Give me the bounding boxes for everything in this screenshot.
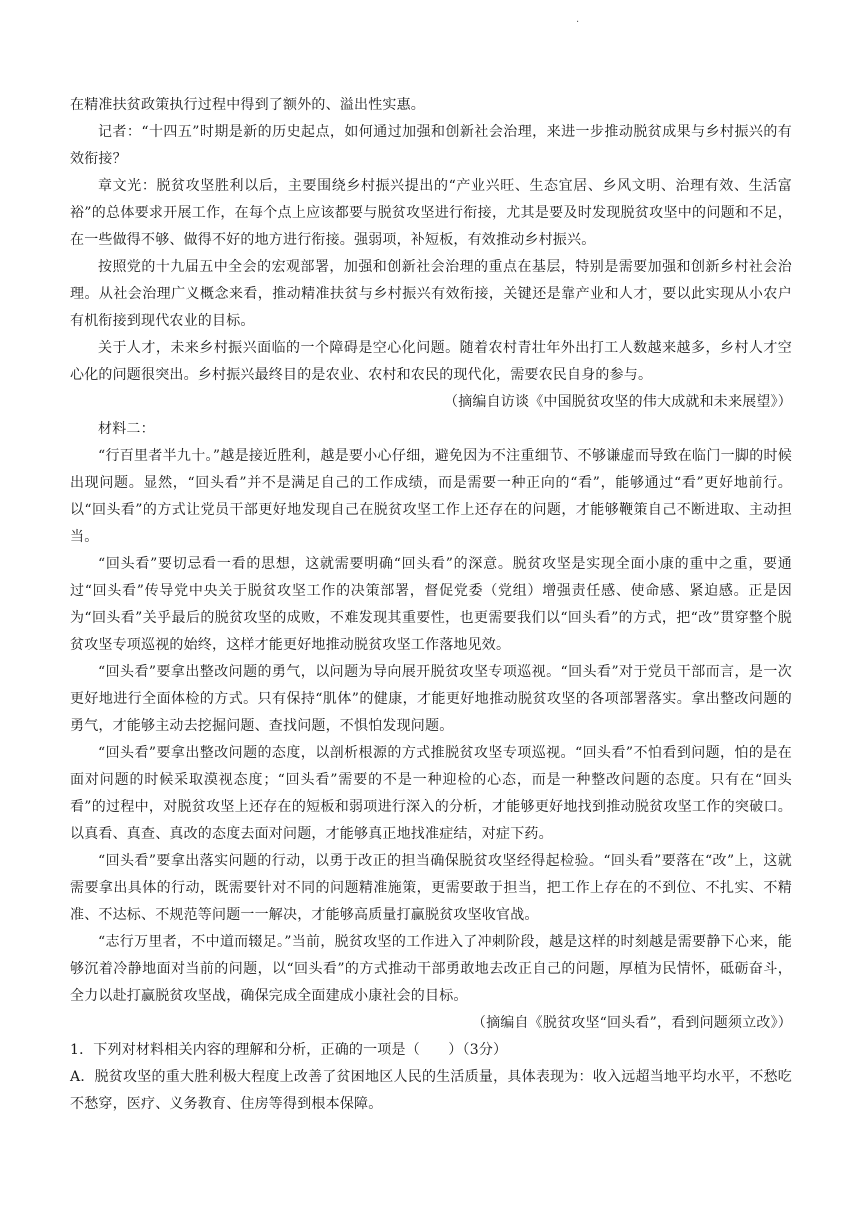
paragraph-reporter-question: 记者：“十四五”时期是新的历史起点，如何通过加强和创新社会治理，来进一步推动脱贫成果与乡村振兴的有效衔接？: [70, 124, 792, 167]
source-citation-1: （摘编自访谈《中国脱贫攻坚的伟大成就和未来展望》）: [444, 394, 792, 410]
paragraph-material2-3: “回头看”要拿出整改问题的勇气，以问题为导向展开脱贫攻坚专项巡视。“回头看”对于党员干部而言，是一次更好地进行全面体检的方式。只有保持“肌体”的健康，才能更好地推动脱贫攻坚的各项部署落实。拿出整改问题的勇气，才能够主动去挖掘问题、查找问题，不惧怕发现问题。: [70, 664, 792, 734]
paragraph-continuation: 在精准扶贫政策执行过程中得到了额外的、溢出性实惠。: [70, 97, 425, 113]
source-citation-2: （摘编自《脱贫攻坚“回头看”，看到问题须立改》）: [471, 1015, 792, 1031]
material-2-heading: 材料二：: [98, 421, 155, 437]
paragraph-answer-3: 关于人才，未来乡村振兴面临的一个障碍是空心化问题。随着农村青壮年外出打工人数越来越多，乡村人才空心化的问题很突出。乡村振兴最终目的是农业、农村和农民的现代化，需要农民自身的参与。: [70, 340, 792, 383]
document-body: [70, 92, 792, 1118]
paragraph-material2-1: “行百里者半九十。”越是接近胜利，越是要小心仔细，避免因为不注重细节、不够谦虚而导致在临门一脚的时候出现问题。显然，“回头看”并不是满足自己的工作成绩，而是需要一种正向的“看”，能够通过“看”更好地前行。以“回头看”的方式让党员干部更好地发现自己在脱贫攻坚工作上还存在的问题，才能够鞭策自己不断进取、主动担当。: [70, 448, 792, 545]
paragraph-material2-4: “回头看”要拿出整改问题的态度，以剖析根源的方式推脱贫攻坚专项巡视。“回头看”不怕看到问题，怕的是在面对问题的时候采取漠视态度；“回头看”需要的不是一种迎检的心态，而是一种整改问题的态度。只有在“回头看”的过程中，对脱贫攻坚上还存在的短板和弱项进行深入的分析，才能够更好地找到推动脱贫攻坚工作的突破口。以真看、真查、真改的态度去面对问题，才能够真正地找准症结，对症下药。: [70, 745, 792, 842]
paragraph-material2-6: “志行万里者，不中道而辍足。”当前，脱贫攻坚的工作进入了冲刺阶段，越是这样的时刻越是需要静下心来，能够沉着冷静地面对当前的问题，以“回头看”的方式推动干部勇敢地去改正自己的问题，厚植为民情怀，砥砺奋斗，全力以赴打赢脱贫攻坚战，确保完成全面建成小康社会的目标。: [70, 934, 792, 1004]
paragraph-answer-1: 章文光：脱贫攻坚胜利以后，主要围绕乡村振兴提出的“产业兴旺、生态宜居、乡风文明、治理有效、生活富裕”的总体要求开展工作，在每个点上应该都要与脱贫攻坚进行衔接，尤其是要及时发现脱贫攻坚中的问题和不足，在一些做得不够、做得不好的地方进行衔接。强弱项，补短板，有效推动乡村振兴。: [70, 178, 792, 248]
header-mark: .: [576, 14, 580, 25]
paragraph-answer-2: 按照党的十九届五中全会的宏观部署，加强和创新社会治理的重点在基层，特别是需要加强和创新乡村社会治理。从社会治理广义概念来看，推动精准扶贫与乡村振兴有效衔接，关键还是靠产业和人才，要以此实现从小农户有机衔接到现代农业的目标。: [70, 259, 792, 329]
paragraph-material2-2: “回头看”要切忌看一看的思想，这就需要明确“回头看”的深意。脱贫攻坚是实现全面小康的重中之重，要通过“回头看”传导党中央关于脱贫攻坚工作的决策部署，督促党委（党组）增强责任感、使命感、紧迫感。正是因为“回头看”关乎最后的脱贫攻坚的成败，不难发现其重要性，也更需要我们以“回头看”的方式，把“改”贯穿整个脱贫攻坚专项巡视的始终，这样才能更好地推动脱贫攻坚工作落地见效。: [70, 556, 792, 653]
question-stem: 1．下列对材料相关内容的理解和分析，正确的一项是（ ）（3分）: [70, 1042, 508, 1058]
paragraph-material2-5: “回头看”要拿出落实问题的行动，以勇于改正的担当确保脱贫攻坚经得起检验。“回头看”要落在“改”上，这就需要拿出具体的行动，既需要针对不同的问题精准施策，更需要敢于担当，把工作上存在的不到位、不扎实、不精准、不达标、不规范等问题一一解决，才能够高质量打赢脱贫攻坚收官战。: [70, 853, 792, 923]
question-option-a: A．脱贫攻坚的重大胜利极大程度上改善了贫困地区人民的生活质量，具体表现为：收入远超当地平均水平，不愁吃不愁穿，医疗、义务教育、住房等得到根本保障。: [70, 1069, 792, 1112]
